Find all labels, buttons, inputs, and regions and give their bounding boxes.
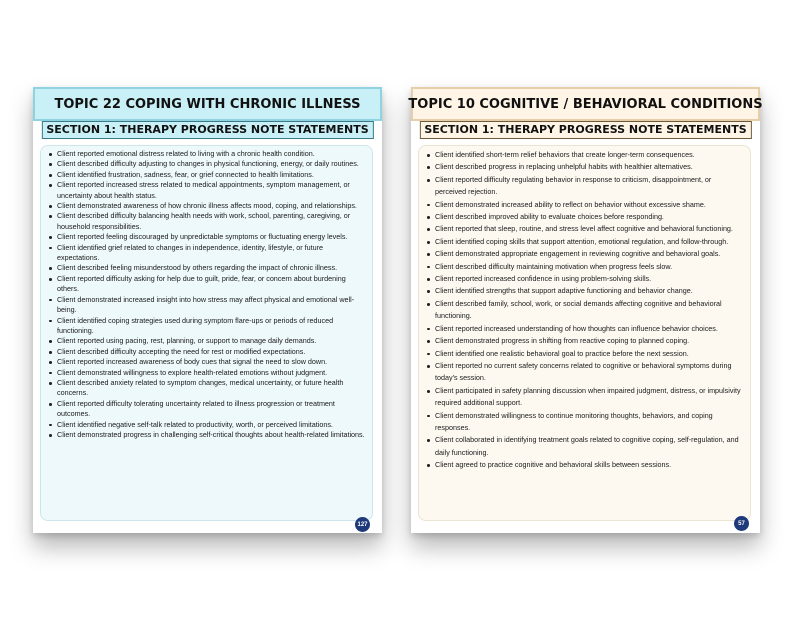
statement-item: Client demonstrated increased ability to reflect on behavior without excessive shame. bbox=[427, 199, 744, 211]
statement-list bbox=[419, 146, 750, 472]
statement-item: Client reported increased stress related to medical appointments, symptom management, or uncertainty about health status. bbox=[49, 180, 366, 201]
statement-item: Client identified frustration, sadness, fear, or grief connected to health limitations. bbox=[49, 170, 366, 180]
statement-item: Client reported emotional distress related to living with a chronic health condition. bbox=[49, 149, 366, 159]
statement-item: Client identified one realistic behavioral goal to practice before the next session. bbox=[427, 348, 744, 360]
statement-item: Client described anxiety related to symptom changes, medical uncertainty, or future health concerns. bbox=[49, 378, 366, 399]
statement-item: Client described family, school, work, or social demands affecting cognitive and behavioral functioning. bbox=[427, 298, 744, 323]
statement-item: Client reported no current safety concerns related to cognitive or behavioral symptoms during today's session. bbox=[427, 360, 744, 385]
statement-item: Client collaborated in identifying treatment goals related to cognitive coping, self-regulation, and daily functioning. bbox=[427, 434, 744, 459]
statement-item: Client demonstrated willingness to continue monitoring thoughts, behaviors, and coping responses. bbox=[427, 410, 744, 435]
statement-item: Client participated in safety planning discussion when impaired judgment, distress, or impulsivity required additional support. bbox=[427, 385, 744, 410]
statement-item: Client described improved ability to evaluate choices before responding. bbox=[427, 211, 744, 223]
statement-item: Client identified short-term relief behaviors that create longer-term consequences. bbox=[427, 149, 744, 161]
statement-item: Client reported difficulty regulating behavior in response to criticism, disappointment, or perceived rejection. bbox=[427, 174, 744, 199]
statement-item: Client reported that sleep, routine, and stress level affect cognitive and behavioral functioning. bbox=[427, 223, 744, 235]
statement-item: Client described progress in replacing unhelpful habits with healthier alternatives. bbox=[427, 161, 744, 173]
page-number-badge: 127 bbox=[355, 517, 370, 532]
statement-list bbox=[41, 146, 372, 440]
statement-item: Client identified coping skills that support attention, emotional regulation, and follow-through. bbox=[427, 236, 744, 248]
section-heading: SECTION 1: THERAPY PROGRESS NOTE STATEMENTS bbox=[41, 121, 373, 139]
statement-item: Client identified negative self-talk related to productivity, worth, or perceived limitations. bbox=[49, 420, 366, 430]
statements-card bbox=[418, 145, 751, 521]
statement-item: Client described difficulty balancing health needs with work, school, parenting, caregiving, or household responsibilities. bbox=[49, 211, 366, 232]
statement-item: Client described difficulty maintaining motivation when progress feels slow. bbox=[427, 261, 744, 273]
statement-item: Client identified coping strategies used during symptom flare-ups or periods of reduced functioning. bbox=[49, 316, 366, 337]
statement-item: Client described difficulty adjusting to changes in physical functioning, energy, or daily routines. bbox=[49, 159, 366, 169]
statement-item: Client demonstrated increased insight into how stress may affect physical and emotional well-being. bbox=[49, 295, 366, 316]
topic-title: TOPIC 10 COGNITIVE / BEHAVIORAL CONDITIONS bbox=[411, 87, 760, 121]
statement-item: Client demonstrated progress in challenging self-critical thoughts about health-related limitations. bbox=[49, 430, 366, 440]
section-heading: SECTION 1: THERAPY PROGRESS NOTE STATEMENTS bbox=[419, 121, 751, 139]
statement-item: Client reported increased understanding of how thoughts can influence behavior choices. bbox=[427, 323, 744, 335]
statement-item: Client described feeling misunderstood by others regarding the impact of chronic illness. bbox=[49, 263, 366, 273]
statement-item: Client reported using pacing, rest, planning, or support to manage daily demands. bbox=[49, 336, 366, 346]
statement-item: Client demonstrated appropriate engagement in reviewing cognitive and behavioral goals. bbox=[427, 248, 744, 260]
statement-item: Client reported increased confidence in using problem-solving skills. bbox=[427, 273, 744, 285]
statement-item: Client reported feeling discouraged by unpredictable symptoms or fluctuating energy levels. bbox=[49, 232, 366, 242]
left-page bbox=[33, 87, 382, 533]
statement-item: Client demonstrated willingness to explore health-related emotions without judgment. bbox=[49, 368, 366, 378]
page-number-badge: 57 bbox=[734, 516, 749, 531]
statement-item: Client demonstrated awareness of how chronic illness affects mood, coping, and relationships. bbox=[49, 201, 366, 211]
statement-item: Client reported difficulty asking for help due to guilt, pride, fear, or concern about burdening others. bbox=[49, 274, 366, 295]
statement-item: Client identified strengths that support adaptive functioning and behavior change. bbox=[427, 285, 744, 297]
statement-item: Client demonstrated progress in shifting from reactive coping to planned coping. bbox=[427, 335, 744, 347]
statement-item: Client reported difficulty tolerating uncertainty related to illness progression or treatment outcomes. bbox=[49, 399, 366, 420]
statements-card bbox=[40, 145, 373, 521]
statement-item: Client identified grief related to changes in independence, identity, lifestyle, or future expectations. bbox=[49, 243, 366, 264]
topic-title: TOPIC 22 COPING WITH CHRONIC ILLNESS bbox=[33, 87, 382, 121]
right-page bbox=[408, 87, 763, 533]
statement-item: Client reported increased awareness of body cues that signal the need to slow down. bbox=[49, 357, 366, 367]
statement-item: Client described difficulty accepting the need for rest or modified expectations. bbox=[49, 347, 366, 357]
statement-item: Client agreed to practice cognitive and behavioral skills between sessions. bbox=[427, 459, 744, 471]
